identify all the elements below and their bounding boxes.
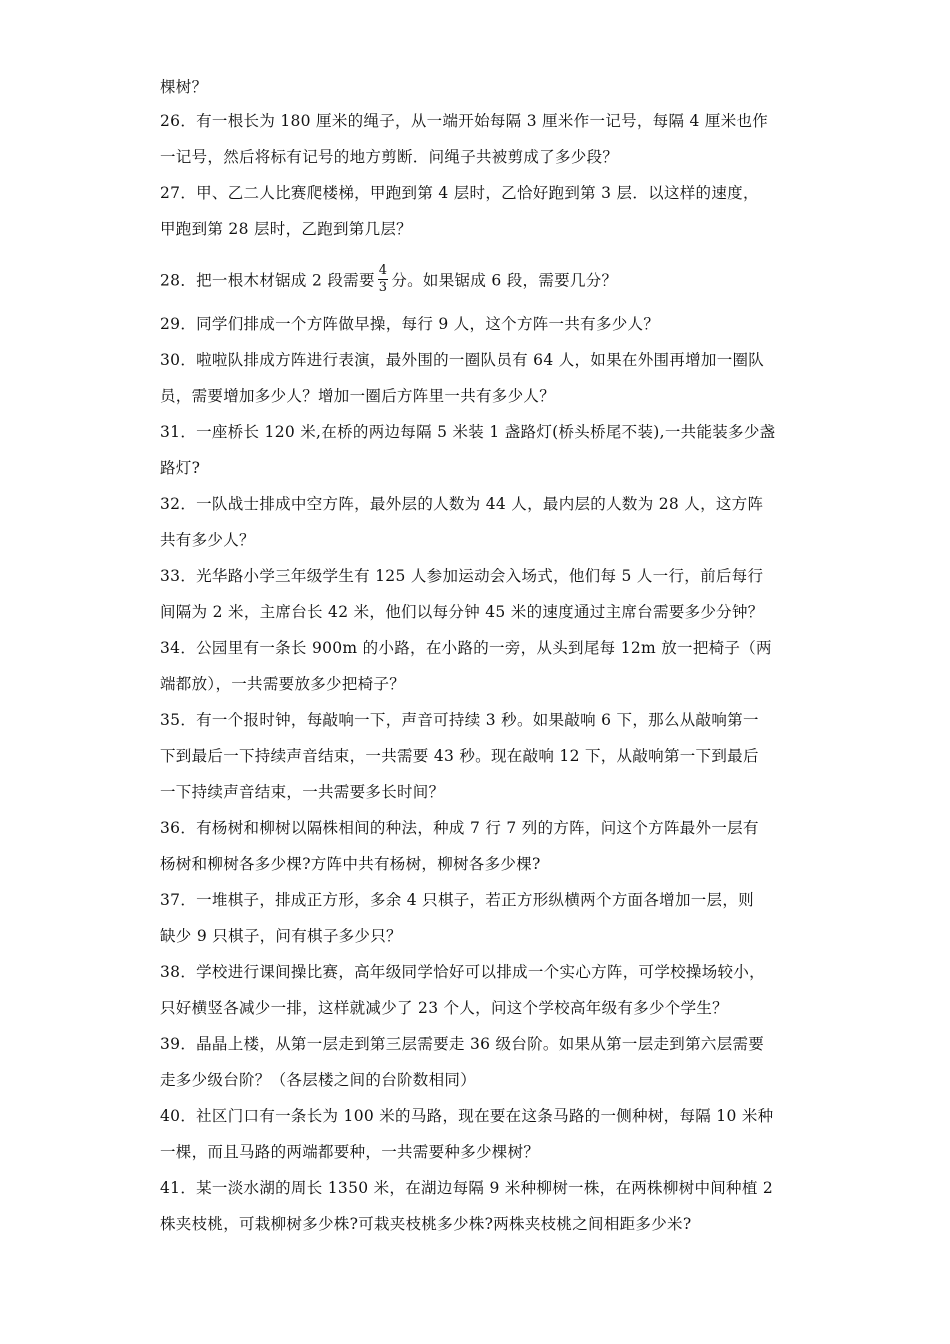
- text-line: 只好横竖各减少一排，这样就减少了 23 个人，问这个学校高年级有多少个学生？: [160, 999, 728, 1017]
- q28-text-before: 28．把一根木材锯成 2 段需要: [160, 271, 375, 290]
- text-line: 一记号，然后将标有记号的地方剪断．问绳子共被剪成了多少段？: [160, 148, 619, 166]
- question-28: [160, 263, 800, 297]
- question-35: 35．有一个报时钟，每敲响一下，声音可持续 3 秒。如果敲响 6 下，那么从敲响第一: [160, 711, 759, 729]
- text-line: 路灯?: [160, 459, 201, 477]
- question-31: 31．一座桥长 120 米,在桥的两边每隔 5 米装 1 盏路灯(桥头桥尾不装),一共能装多少盏: [160, 423, 776, 441]
- text-line: 下到最后一下持续声音结束，一共需要 43 秒。现在敲响 12 下，从敲响第一下到最后: [160, 747, 759, 765]
- question-38: 38．学校进行课间操比赛，高年级同学恰好可以排成一个实心方阵，可学校操场较小，: [160, 963, 765, 981]
- text-line: 一下持续声音结束，一共需要多长时间？: [160, 783, 445, 801]
- question-30: 30．啦啦队排成方阵进行表演，最外围的一圈队员有 64 人，如果在外围再增加一圈队: [160, 351, 765, 369]
- text-line: 一棵，而且马路的两端都要种，一共需要种多少棵树？: [160, 1143, 540, 1161]
- question-27: 27．甲、乙二人比赛爬楼梯，甲跑到第 4 层时，乙恰好跑到第 3 层．以这样的速度，: [160, 184, 759, 202]
- text-line: 株夹枝桃，可栽柳树多少株?可栽夹枝桃多少株?两株夹枝桃之间相距多少米?: [160, 1215, 692, 1233]
- text-line: 棵树？: [160, 78, 208, 96]
- text-line: 端都放），一共需要放多少把椅子？: [160, 675, 406, 693]
- question-33: 33．光华路小学三年级学生有 125 人参加运动会入场式，他们每 5 人一行，前后每行: [160, 567, 764, 585]
- q28-text-after: 分。如果锯成 6 段，需要几分？: [391, 271, 618, 290]
- text-line: 员，需要增加多少人？增加一圈后方阵里一共有多少人？: [160, 387, 556, 405]
- text-line: 甲跑到第 28 层时，乙跑到第几层？: [160, 220, 412, 238]
- question-36: 36．有杨树和柳树以隔株相间的种法，种成 7 行 7 列的方阵，问这个方阵最外一层有: [160, 819, 759, 837]
- text-line: 杨树和柳树各多少棵?方阵中共有杨树，柳树各多少棵?: [160, 855, 541, 873]
- text-line: 共有多少人？: [160, 531, 255, 549]
- question-26: 26．有一根长为 180 厘米的绳子，从一端开始每隔 3 厘米作一记号，每隔 4 厘米也作: [160, 112, 769, 130]
- text-line: 间隔为 2 米，主席台长 42 米，他们以每分钟 45 米的速度通过主席台需要多少分钟？: [160, 603, 764, 621]
- question-34: 34．公园里有一条长 900m 的小路，在小路的一旁，从头到尾每 12m 放一把椅子（两: [160, 639, 772, 657]
- question-37: 37．一堆棋子，排成正方形，多余 4 只棋子，若正方形纵横两个方面各增加一层，则: [160, 891, 754, 909]
- text-line: 缺少 9 只棋子，问有棋子多少只？: [160, 927, 402, 945]
- fraction: [378, 264, 389, 295]
- question-39: 39．晶晶上楼，从第一层走到第三层需要走 36 级台阶。如果从第一层走到第六层需要: [160, 1035, 765, 1053]
- question-41: 41．某一淡水湖的周长 1350 米，在湖边每隔 9 米种柳树一株，在两株柳树中间种植 2: [160, 1179, 774, 1197]
- fraction-denominator: 3: [378, 280, 388, 295]
- question-32: 32．一队战士排成中空方阵，最外层的人数为 44 人，最内层的人数为 28 人，这方阵: [160, 495, 764, 513]
- text-line: 走多少级台阶？（各层楼之间的台阶数相同）: [160, 1071, 477, 1089]
- fraction-numerator: 4: [378, 263, 388, 278]
- question-29: 29．同学们排成一个方阵做早操，每行 9 人，这个方阵一共有多少人？: [160, 315, 660, 333]
- question-40: 40．社区门口有一条长为 100 米的马路，现在要在这条马路的一侧种树，每隔 10 米种: [160, 1107, 774, 1125]
